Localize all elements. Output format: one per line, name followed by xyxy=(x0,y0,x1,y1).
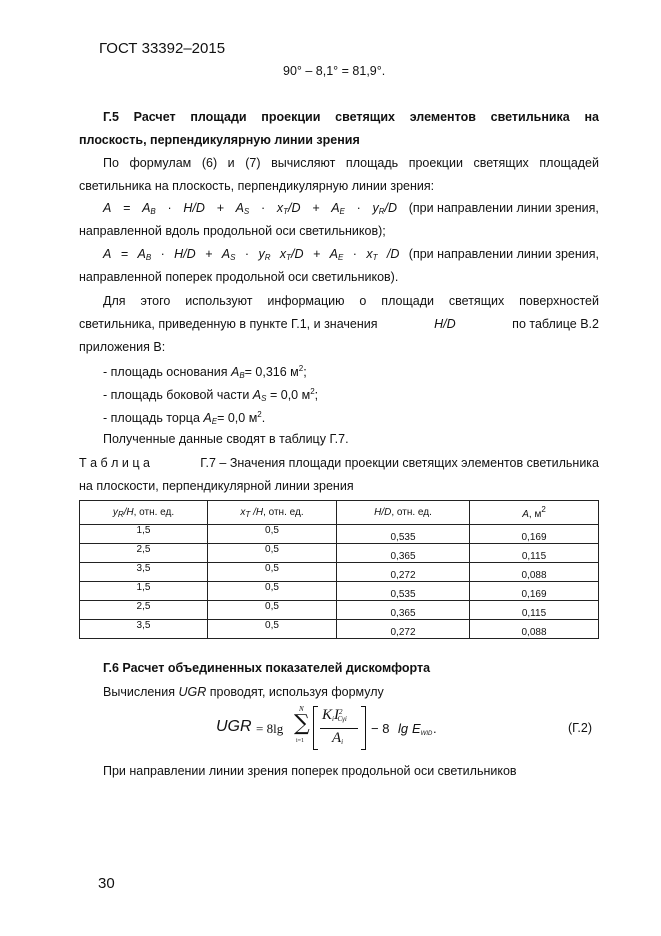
document-code: ГОСТ 33392–2015 xyxy=(99,40,226,57)
cell-area: 0,115 xyxy=(470,544,599,563)
col-header-area: A, $м^2$ xyxy=(470,501,599,525)
cell-yr-h: 3,5 xyxy=(80,620,208,639)
formula-number: (Г.2) xyxy=(568,721,592,735)
g5-info-line3: приложения В: xyxy=(79,340,166,354)
cell-h-d: 0,272 xyxy=(337,563,470,582)
bullet-base-area: - площадь основания $A_B= 0,316$ $м^2$; xyxy=(103,364,307,380)
col-header-yr-h: $y_R/H$, отн. ед. xyxy=(80,501,208,525)
table-caption-prefix: Т а б л и ц а xyxy=(79,456,150,470)
col-header-xt-h: $x_T$ /H, отн. ед. xyxy=(208,501,337,525)
g5-info-hd: H/D xyxy=(434,317,456,331)
cell-xt-h: 0,5 xyxy=(208,544,337,563)
cell-h-d: 0,272 xyxy=(337,620,470,639)
formula-lg: lg xyxy=(398,721,409,736)
cell-area: 0,115 xyxy=(470,601,599,620)
formula-minus: − 8 xyxy=(371,721,390,736)
sum-upper: N xyxy=(299,705,304,713)
formula-e: $E_{WID}$ xyxy=(412,721,433,737)
cell-h-d: 0,365 xyxy=(337,544,470,563)
g5-intro-line1: По формулам (6) и (7) вычисляют площадь проекции светящих площадей xyxy=(103,156,599,170)
cell-h-d: 0,365 xyxy=(337,601,470,620)
cell-xt-h: 0,5 xyxy=(208,601,337,620)
cell-xt-h: 0,5 xyxy=(208,582,337,601)
angle-equation: 90° – 8,1° = 81,9°. xyxy=(283,64,386,78)
formula-dot: . xyxy=(433,721,437,736)
table-row xyxy=(80,544,599,563)
table-row xyxy=(80,563,599,582)
table-row xyxy=(80,582,599,601)
table-row xyxy=(80,601,599,620)
table-g7 xyxy=(79,500,599,639)
right-bracket xyxy=(361,706,366,750)
cell-xt-h: 0,5 xyxy=(208,525,337,544)
cell-area: 0,088 xyxy=(470,620,599,639)
formula-lhs: UGR xyxy=(216,718,252,735)
formula-along-axis-line2: направленной вдоль продольной оси светильников); xyxy=(79,224,386,238)
cell-h-d: 0,535 xyxy=(337,525,470,544)
bullet-side-area: - площадь боковой части $A_S = 0,0$ $м^2$; xyxy=(103,387,319,403)
g6-intro: Вычисления UGR проводят, используя формулу xyxy=(103,685,384,699)
bullet-end-area: - площадь торца $A_E= 0,0$ $м^2$. xyxy=(103,410,266,426)
section-g5-title-line2: плоскость, перпендикулярную линии зрения xyxy=(79,133,360,147)
cell-xt-h: 0,5 xyxy=(208,563,337,582)
cell-xt-h: 0,5 xyxy=(208,620,337,639)
cell-yr-h: 1,5 xyxy=(80,582,208,601)
cell-yr-h: 2,5 xyxy=(80,544,208,563)
cell-area: 0,169 xyxy=(470,582,599,601)
g5-intro-line2: светильника на плоскость, перпендикулярную линии зрения: xyxy=(79,179,435,193)
table-row xyxy=(80,525,599,544)
formula-across-axis-tail: (при направлении линии зрения, xyxy=(408,247,599,261)
table-caption-line2: на плоскости, перпендикулярной линии зрения xyxy=(79,479,354,493)
formula-numerator: $K_iI^2_{C\gamma i}$ xyxy=(322,707,347,723)
cell-yr-h: 1,5 xyxy=(80,525,208,544)
table-header-row xyxy=(80,501,599,525)
cell-h-d: 0,535 xyxy=(337,582,470,601)
g5-summary: Полученные данные сводят в таблицу Г.7. xyxy=(103,432,349,446)
page-number: 30 xyxy=(98,875,115,892)
g6-last-line: При направлении линии зрения поперек продольной оси светильников xyxy=(103,764,517,778)
section-g6-title: Г.6 Расчет объединенных показателей дискомфорта xyxy=(103,661,431,675)
formula-along-axis-tail: (при направлении линии зрения, xyxy=(408,201,599,215)
formula-across-axis-line2: направленной поперек продольной оси светильников). xyxy=(79,270,399,284)
sum-lower: i=1 xyxy=(296,738,305,744)
cell-area: 0,088 xyxy=(470,563,599,582)
ugr-formula xyxy=(216,704,466,756)
g5-info-line2 xyxy=(79,313,599,336)
cell-area: 0,169 xyxy=(470,525,599,544)
sum-sign: ∑ xyxy=(294,711,310,736)
g5-info-line2-a: светильника, приведенную в пункте Г.1, и значения xyxy=(79,317,378,331)
formula-coef: = 8lg xyxy=(256,721,284,736)
table-caption-line1 xyxy=(79,452,599,475)
g5-info-line1: Для этого используют информацию о площади светящих поверхностей xyxy=(103,294,599,308)
table-caption-text: Г.7 – Значения площади проекции светящих элементов светильника xyxy=(200,456,599,470)
cell-yr-h: 3,5 xyxy=(80,563,208,582)
section-g5-title-line1: Г.5 Расчет площади проекции светящих элементов светильника на xyxy=(103,110,599,124)
formula-denominator: $A_i$ xyxy=(332,730,344,746)
col-header-h-d: H/D, отн. ед. xyxy=(337,501,470,525)
g5-info-line2-b: по таблице В.2 xyxy=(512,317,599,331)
fraction-bar xyxy=(320,728,358,729)
formula-along-axis: A = $A_B$ · H/D + $A_S$ · $x_T/D$ + $A_E$ · $y_R/D$ (при направлении линии зрения, xyxy=(103,197,599,224)
left-bracket xyxy=(313,706,318,750)
table-row xyxy=(80,620,599,639)
cell-yr-h: 2,5 xyxy=(80,601,208,620)
formula-across-axis: A = $A_B$ · H/D + $A_S$ · $y_R$ $x_T/D$ + $A_E$ · $x_T$ /D (при направлении линии зрения, xyxy=(103,243,599,270)
